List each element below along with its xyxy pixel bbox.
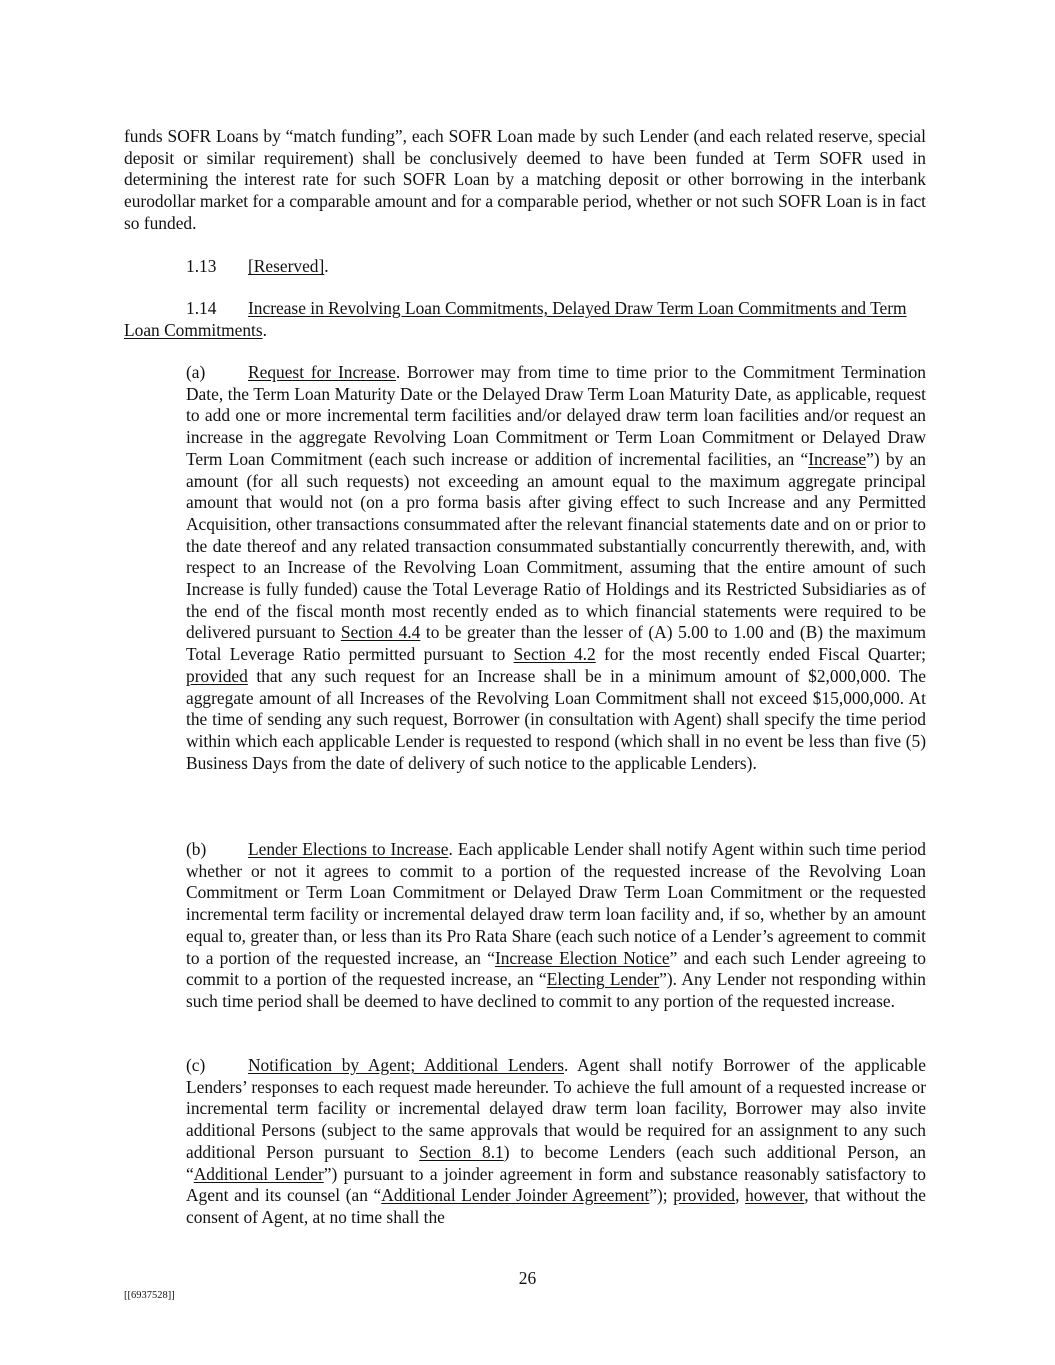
proviso-term: provided xyxy=(673,1185,736,1206)
section-number: 1.14 xyxy=(186,298,217,318)
clause-heading: Lender Elections to Increase xyxy=(248,839,449,859)
page-number: 26 xyxy=(518,1268,537,1288)
proviso-term: provided xyxy=(186,665,248,686)
clause-a: (a) Request for Increase. Borrower may from time to time prior to the Commitment Termination Date, the Term Loan Maturity Date or the Delayed Draw Term Loan Maturity Date, as applicable, request to add one or more incremental term facilities and/or delayed draw term loan facilities and/or request an increase in the aggregate Revolving Loan Commitment or Term Loan Commitment or Delayed Draw Term Loan Commitment (each such increase or addition of incremental facilities, an “Increase”) by an amount (for all such requests) not exceeding an amount equal to the maximum aggregate principal amount that would not (on a pro forma basis after giving effect to such Increase and any Permitted Acquisition, other transactions consummated after the relevant financial statements date and on or prior to the date thereof and any related transaction consummated substantially concurrently therewith, and, with respect to an Increase of the Revolving Loan Commitment, assuming that the entire amount of such Increase is fully funded) cause the Total Leverage Ratio of Holdings and its Restricted Subsidiaries as of the end of the fiscal month most recently ended as to which financial statements were required to be delivered pursuant to Section 4.4 to be greater than the lesser of (A) 5.00 to 1.00 and (B) the maximum Total Leverage Ratio permitted pursuant to Section 4.2 for the most recently ended Fiscal Quarter; provided that any such request for an Increase shall be in a minimum amount of $2,000,000. The aggregate amount of all Increases of the Revolving Loan Commitment shall not exceed $15,000,000. At the time of sending any such request, Borrower (in consultation with Agent) shall specify the time period within which each applicable Lender is requested to respond (which shall in no event be less than five (5) Business Days from the date of delivery of such notice to the applicable Lenders). xyxy=(186,362,926,773)
clause-heading: Request for Increase xyxy=(248,362,396,382)
defined-term: Additional Lender xyxy=(193,1163,324,1184)
clause-b: (b) Lender Elections to Increase. Each applicable Lender shall notify Agent within such time period whether or not it agrees to commit to a portion of the requested increase of the Revolving Loan Commitment or Term Loan Commitment or Delayed Draw Term Loan Commitment or the requested incremental term facility or incremental delayed draw term loan facility and, if so, whether by an amount equal to, greater than, or less than its Pro Rata Share (each such notice of a Lender’s agreement to commit to a portion of the requested increase, an “Increase Election Notice” and each such Lender agreeing to commit to a portion of the requested increase, an “Electing Lender”). Any Lender not responding within such time period shall be deemed to have declined to commit to any portion of the requested increase. xyxy=(186,839,927,1011)
section-reference: Section 8.1 xyxy=(419,1141,504,1162)
proviso-term: however xyxy=(745,1185,805,1206)
continuation-paragraph: funds SOFR Loans by “match funding”, each SOFR Loan made by such Lender (and each related reserve, special deposit or similar requirement) shall be conclusively deemed to have been funded at Term SOFR used in determining the interest rate for such SOFR Loan by a matching deposit or other borrowing in the interbank eurodollar market for a comparable amount and for a comparable period, whether or not such SOFR Loan is in fact so funded. xyxy=(124,126,926,233)
defined-term: Additional Lender Joinder Agreement xyxy=(381,1185,650,1206)
section-number: 1.13 xyxy=(186,256,217,276)
section-title: Increase in Revolving Loan Commitments, Delayed Draw Term Loan Commitments and Term Loan Commitments xyxy=(124,298,907,340)
defined-term: Increase Election Notice xyxy=(494,947,670,968)
section-reference: Section 4.2 xyxy=(513,644,596,665)
section-title: [Reserved] xyxy=(248,256,325,276)
section-1-14-heading: 1.14 Increase in Revolving Loan Commitments, Delayed Draw Term Loan Commitments and Term Loan Commitments. xyxy=(124,298,907,340)
clause-label: (a) xyxy=(186,362,206,382)
defined-term: Electing Lender xyxy=(546,969,660,990)
clause-c: (c) Notification by Agent; Additional Lenders. Agent shall notify Borrower of the applicable Lenders’ responses to each request made hereunder. To achieve the full amount of a requested increase or incremental term facility or incremental delayed draw term loan facility, Borrower may also invite additional Persons (subject to the same approvals that would be required for an assignment to any such additional Person pursuant to Section 8.1) to become Lenders (each such additional Person, an “Additional Lender”) pursuant to a joinder agreement in form and substance reasonably satisfactory to Agent and its counsel (an “Additional Lender Joinder Agreement”); provided, however, that without the consent of Agent, at no time shall the xyxy=(186,1055,927,1227)
clause-label: (c) xyxy=(186,1055,206,1075)
defined-term: Increase xyxy=(808,448,867,469)
section-reference: Section 4.4 xyxy=(340,622,421,643)
clause-heading: Notification by Agent; Additional Lenders xyxy=(248,1055,565,1075)
clause-label: (b) xyxy=(186,839,207,859)
document-id: [[6937528]] xyxy=(124,1290,175,1301)
section-1-13: 1.13 [Reserved]. xyxy=(186,256,329,276)
